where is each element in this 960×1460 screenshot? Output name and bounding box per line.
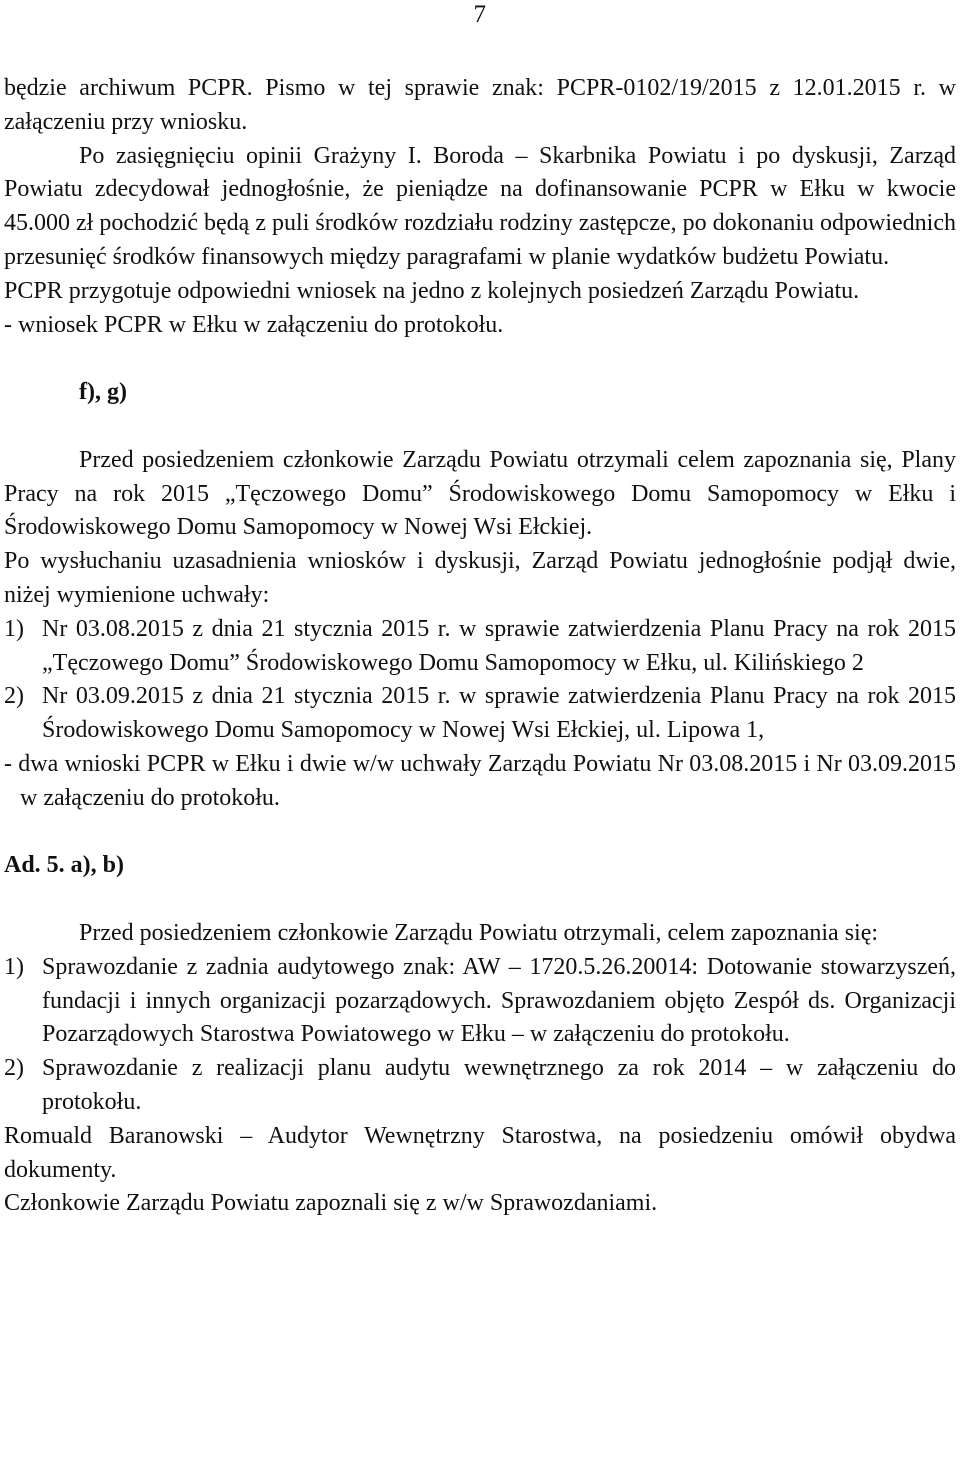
paragraph-attachment-note: - wniosek PCPR w Ełku w załączeniu do protokołu. (4, 311, 504, 338)
section-heading-ad5: Ad. 5. a), b) (4, 852, 125, 879)
list-item (4, 613, 956, 681)
paragraph-closing: Członkowie Zarządu Powiatu zapoznali się z w/w Sprawozdaniami. (4, 1190, 658, 1217)
page-content (4, 72, 956, 1221)
list-item-text: Nr 03.08.2015 z dnia 21 stycznia 2015 r. w sprawie zatwierdzenia Planu Pracy na rok 2015 „Tęczowego Domu” Środowiskowego Domu Samopomocy w Ełku, ul. Kilińskiego 2 (42, 615, 956, 676)
spacer (4, 342, 956, 376)
list-item (4, 1052, 956, 1120)
paragraph-ad5-intro: Przed posiedzeniem członkowie Zarządu Powiatu otrzymali, celem zapoznania się: (79, 919, 879, 946)
list-item-number: 2) (4, 1055, 24, 1082)
spacer (4, 883, 956, 917)
list-item-number: 2) (4, 683, 24, 710)
spacer (4, 410, 956, 444)
paragraph-decision-funding: Po zasięgnięciu opinii Grażyny I. Boroda – Skarbnika Powiatu i po dyskusji, Zarząd Powiatu zdecydował jednogłośnie, że pieniądze na dofinansowanie PCPR w Ełku w kwocie 45.000 zł pochodzić będą z puli środków rozdziału rodziny zastępcze, po dokonaniu odpowiednich przesunięć środków finansowych między paragrafami w planie wydatków budżetu Powiatu. (4, 142, 956, 270)
spacer (4, 816, 956, 850)
list-item-text: Sprawozdanie z zadnia audytowego znak: AW – 1720.5.26.20014: Dotowanie stowarzyszeń, fundacji i innych organizacji pozarządowych. Sprawozdaniem objęto Zespół ds. Organizacji Pozarządowych Starostwa Powiatowego w Ełku – w załączeniu do protokołu. (42, 953, 956, 1048)
paragraph-pcpr-wniosek: PCPR przygotuje odpowiedni wniosek na jedno z kolejnych posiedzeń Zarządu Powiatu. (4, 277, 860, 304)
section-heading-fg: f), g) (79, 379, 127, 406)
list-item-number: 1) (4, 615, 24, 642)
list-item-text: Sprawozdanie z realizacji planu audytu wewnętrznego za rok 2014 – w załączeniu do protokołu. (42, 1055, 956, 1115)
page-number: 7 (473, 1, 486, 28)
resolutions-list (4, 613, 956, 748)
list-item-text: Nr 03.09.2015 z dnia 21 stycznia 2015 r. w sprawie zatwierdzenia Planu Pracy na rok 2015 Środowiskowego Domu Samopomocy w Nowej Wsi Ełckiej, ul. Lipowa 1, (42, 683, 956, 744)
paragraph-auditor: Romuald Baranowski – Audytor Wewnętrzny Starostwa, na posiedzeniu omówił obydwa dokumenty. (4, 1122, 956, 1183)
list-item (4, 951, 956, 1052)
paragraph-fg-intro: Przed posiedzeniem członkowie Zarządu Powiatu otrzymali celem zapoznania się, Plany Pracy na rok 2015 „Tęczowego Domu” Środowiskowego Domu Samopomocy w Ełku i Środowiskowego Domu Samopomocy w Nowej Wsi Ełckiej. (4, 446, 956, 541)
paragraph-pismo: będzie archiwum PCPR. Pismo w tej sprawie znak: PCPR-0102/19/2015 z 12.01.2015 r. w załączeniu przy wniosku. (4, 75, 956, 135)
list-item (4, 680, 956, 748)
paragraph-fg-decision: Po wysłuchaniu uzasadnienia wniosków i dyskusji, Zarząd Powiatu jednogłośnie podjął dwie, niżej wymienione uchwały: (4, 548, 956, 608)
paragraph-fg-attachment: - dwa wnioski PCPR w Ełku i dwie w/w uchwały Zarządu Powiatu Nr 03.08.2015 i Nr 03.09.2015 w załączeniu do protokołu. (4, 750, 956, 811)
list-item-number: 1) (4, 953, 24, 980)
reports-list (4, 951, 956, 1120)
